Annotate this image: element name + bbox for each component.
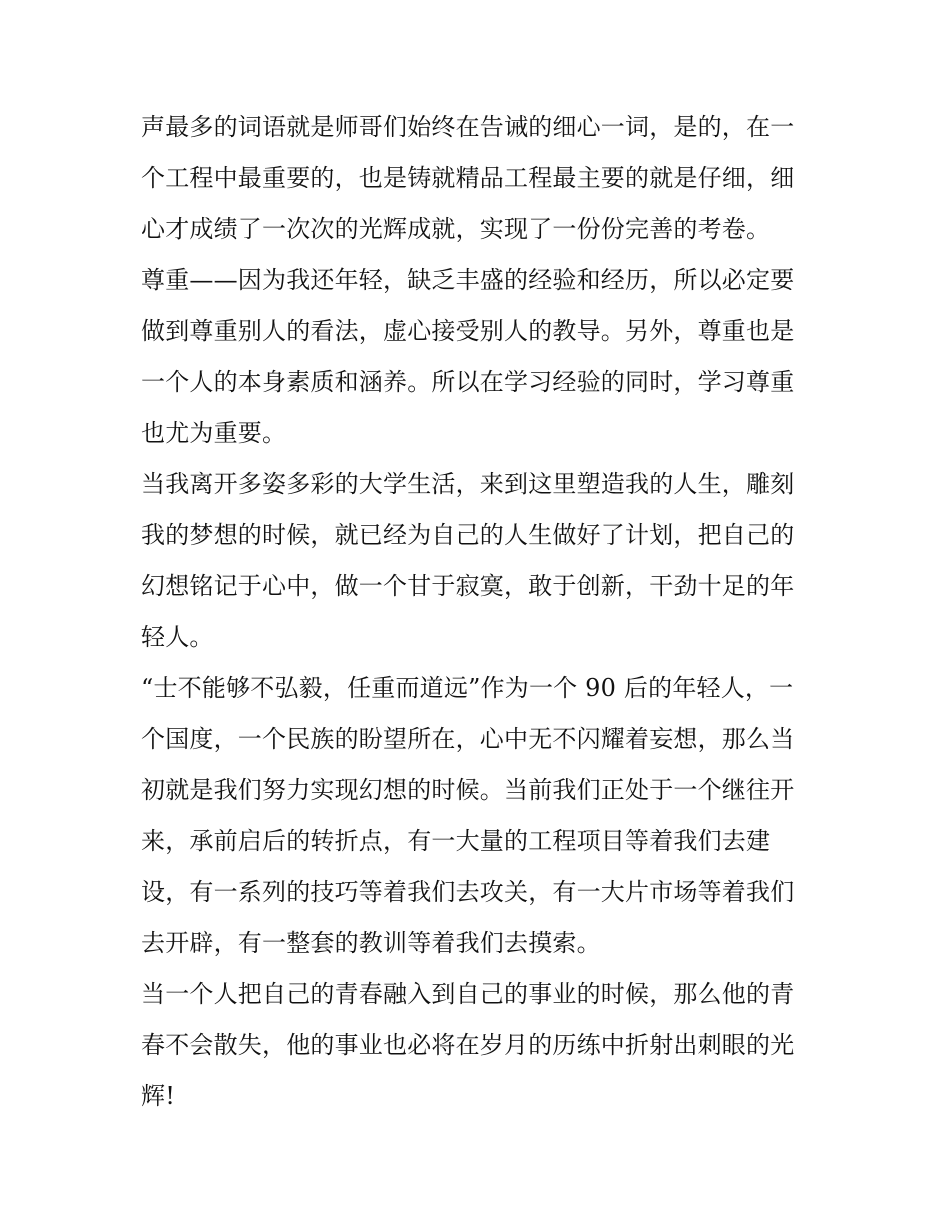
paragraph-1	[141, 102, 813, 255]
document-body	[141, 102, 813, 1122]
text-line: 幻想铭记于心中，做一个甘于寂寞，敢于创新，干劲十足的年	[141, 572, 795, 600]
text-line: 个工程中最重要的，也是铸就精品工程最主要的就是仔细，细	[141, 164, 795, 192]
text-line: 做到尊重别人的看法，虚心接受别人的教导。另外，尊重也是	[141, 317, 795, 345]
text-line: 来，承前启后的转折点，有一大量的工程项目等着我们去建	[141, 827, 771, 855]
text-line: 当我离开多姿多彩的大学生活，来到这里塑造我的人生，雕刻	[141, 470, 795, 498]
paragraph-4	[141, 663, 813, 969]
paragraph-2	[141, 255, 813, 459]
paragraph-5	[141, 969, 813, 1122]
text-line: 初就是我们努力实现幻想的时候。当前我们正处于一个继往开	[141, 776, 795, 804]
text-line: 心才成绩了一次次的光辉成就，实现了一份份完善的考卷。	[141, 215, 771, 243]
text-line: 春不会散失，他的事业也必将在岁月的历练中折射出刺眼的光	[141, 1031, 795, 1059]
text-line: 也尤为重要。	[141, 419, 287, 447]
text-line: 一个人的本身素质和涵养。所以在学习经验的同时，学习尊重	[141, 368, 795, 396]
text-line: 我的梦想的时候，就已经为自己的人生做好了计划，把自己的	[141, 521, 795, 549]
text-line: 声最多的词语就是师哥们始终在告诫的细心一词，是的，在一	[141, 113, 795, 141]
text-line: 个国度，一个民族的盼望所在，心中无不闪耀着妄想，那么当	[141, 725, 795, 753]
text-line: “士不能够不弘毅，任重而道远”作为一个 90 后的年轻人，一	[141, 674, 794, 702]
text-line: 设，有一系列的技巧等着我们去攻关，有一大片市场等着我们	[141, 878, 795, 906]
text-line: 当一个人把自己的青春融入到自己的事业的时候，那么他的青	[141, 980, 795, 1008]
paragraph-3	[141, 459, 813, 663]
text-line: 去开辟，有一整套的教训等着我们去摸索。	[141, 929, 601, 957]
text-line: 辉!	[141, 1082, 176, 1110]
text-line: 轻人。	[141, 623, 214, 651]
text-line: 尊重——因为我还年轻，缺乏丰盛的经验和经历，所以必定要	[141, 266, 795, 294]
